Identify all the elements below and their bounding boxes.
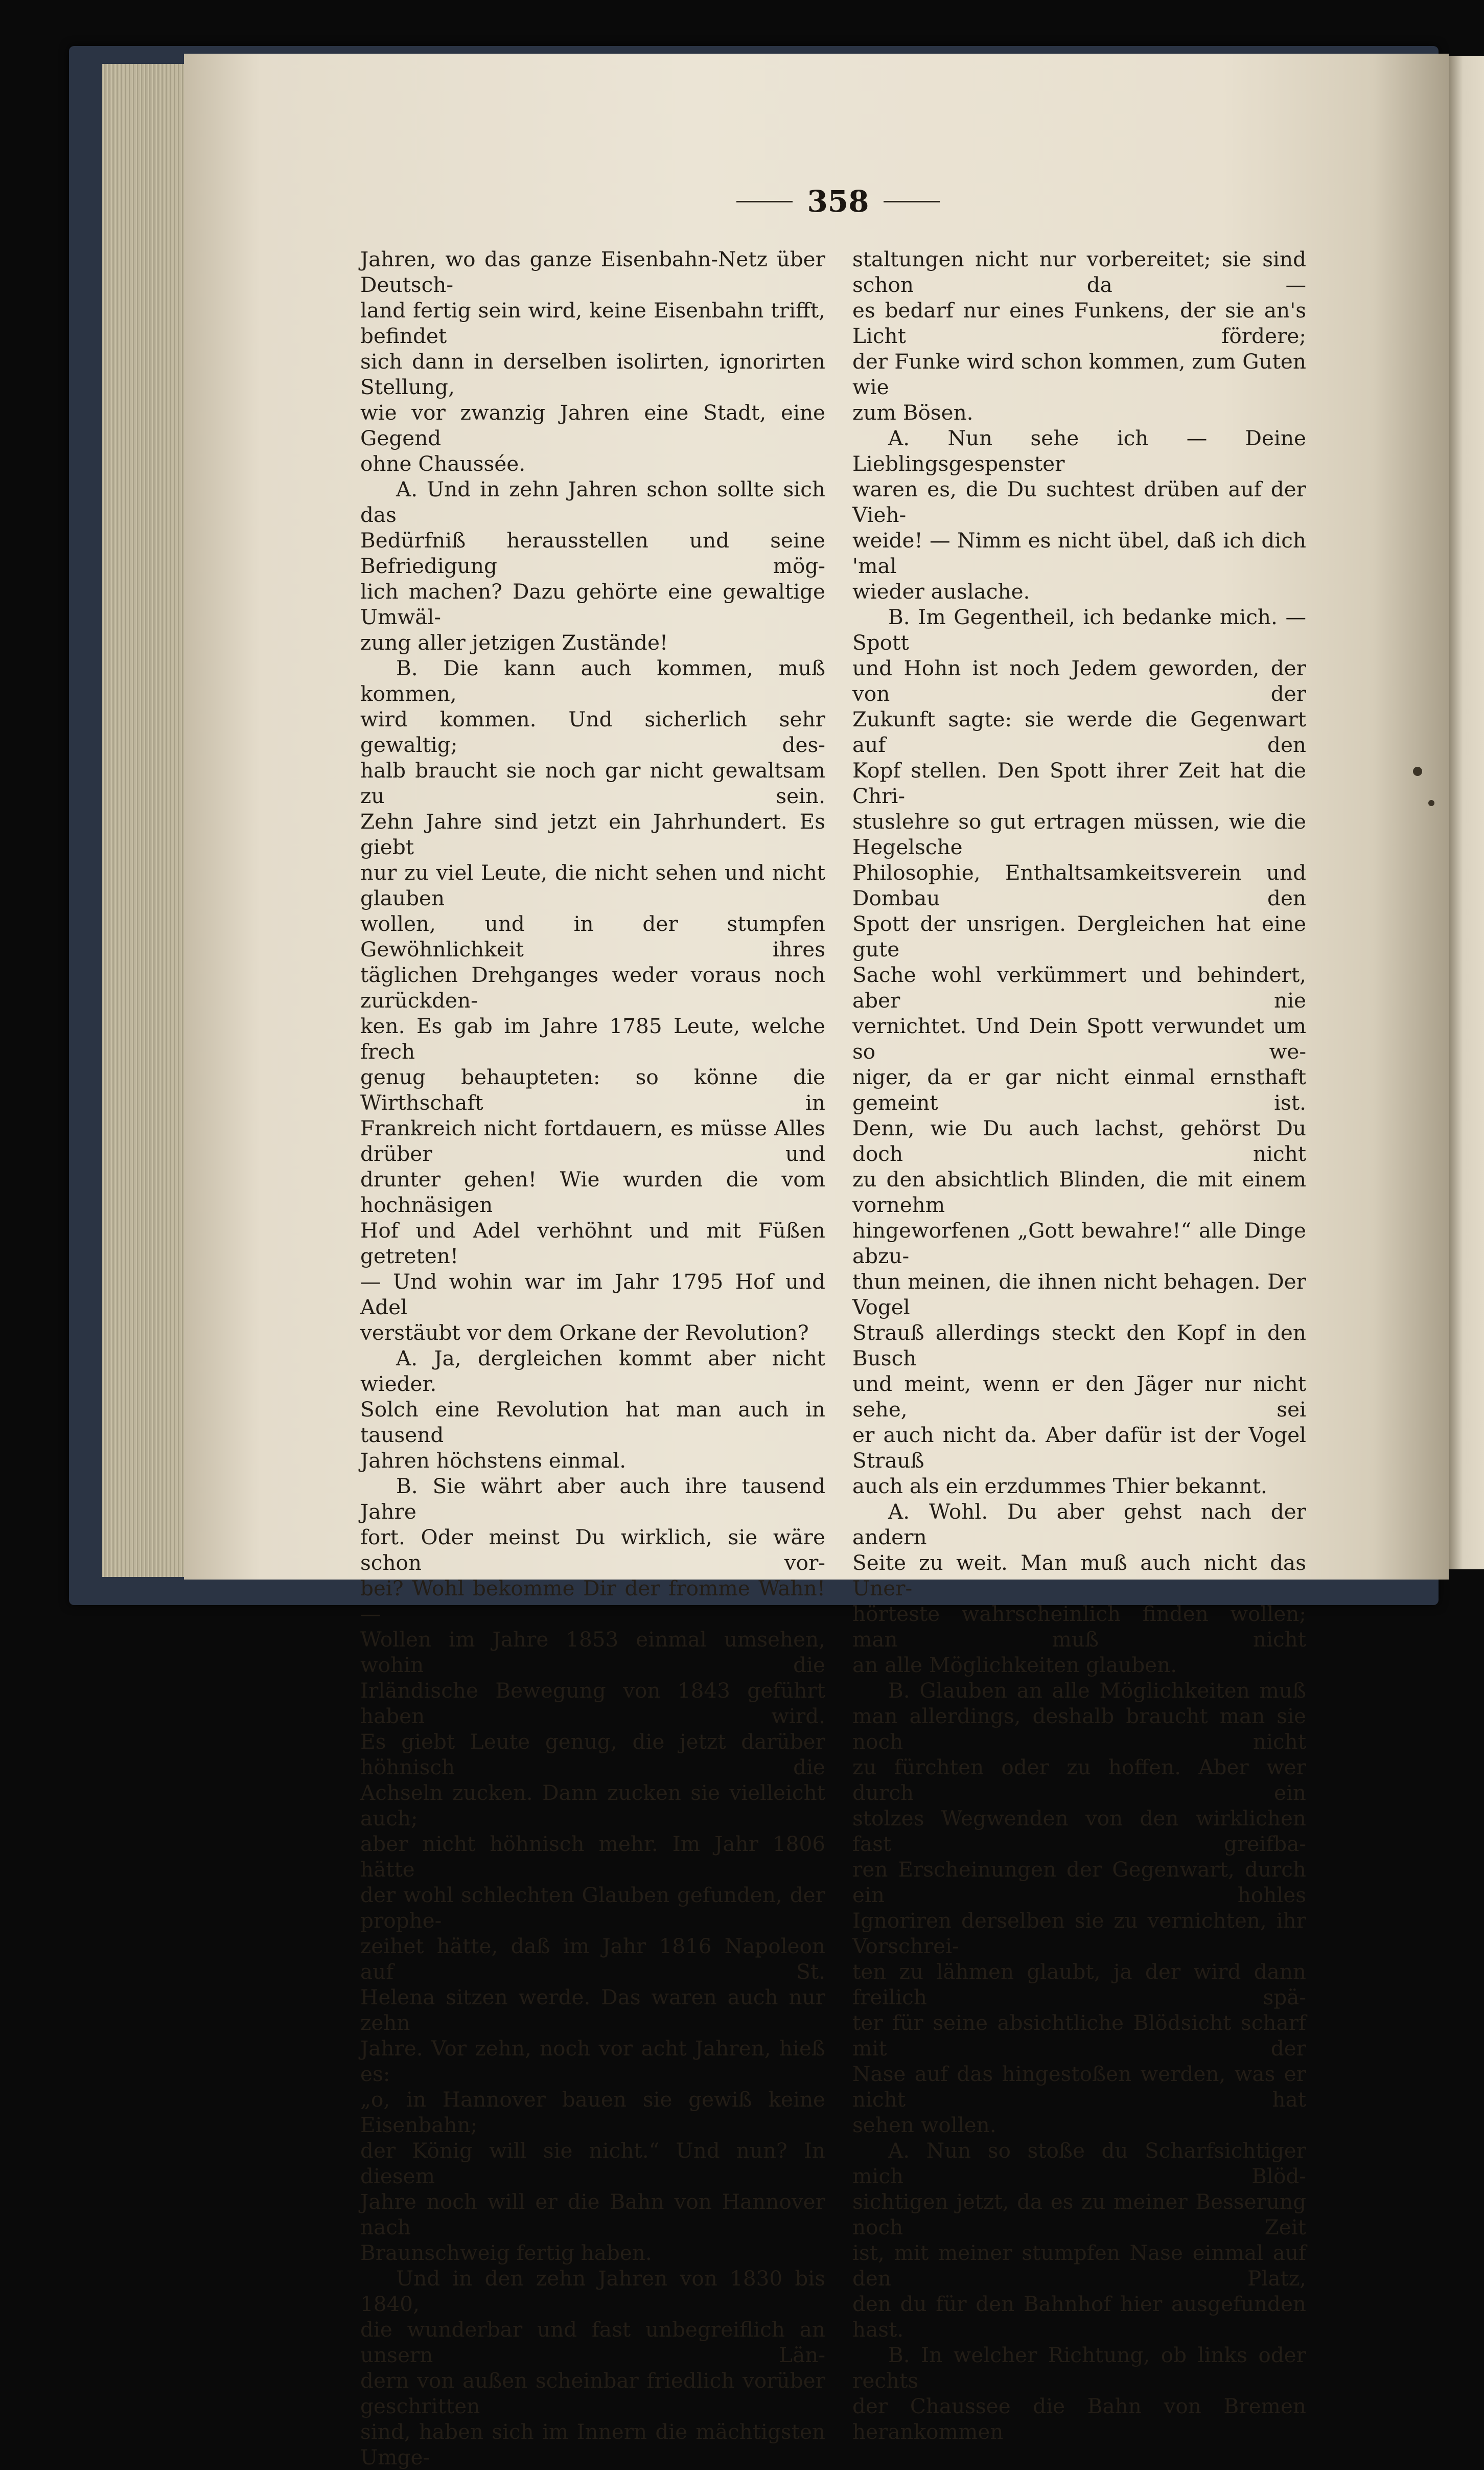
text-line: B. Die kann auch kommen, muß kommen, <box>360 656 825 706</box>
text-line: „o, in Hannover bauen sie gewiß keine Eisenbahn; <box>360 2087 825 2137</box>
text-line: ter für seine absichtliche Blödsicht scharf mit der <box>852 2010 1306 2061</box>
left-text-column <box>360 246 825 2470</box>
text-line: B. Im Gegentheil, ich bedanke mich. — Spott <box>852 605 1306 655</box>
text-line: der König will sie nicht.“ Und nun? In diesem <box>360 2138 825 2188</box>
text-line: A. Nun so stoße du Scharfsichtiger mich Blöd- <box>852 2138 1306 2188</box>
text-line: Wollen im Jahre 1853 einmal umsehen, wohin die <box>360 1627 825 1677</box>
text-line: Jahren, wo das ganze Eisenbahn-Netz über Deutsch- <box>360 247 825 297</box>
text-line: land fertig sein wird, keine Eisenbahn trifft, befindet <box>360 298 825 348</box>
text-line: Ignoriren derselben sie zu vernichten, ihr Vorschrei- <box>852 1908 1306 1958</box>
text-line: aber nicht höhnisch mehr. Im Jahr 1806 hätte <box>360 1832 825 1882</box>
text-line: hörteste wahrscheinlich finden wollen; man muß nicht <box>852 1602 1306 1652</box>
ink-spot <box>1428 800 1434 806</box>
text-line: waren es, die Du suchtest drüben auf der Vieh- <box>852 477 1306 527</box>
text-line: halb braucht sie noch gar nicht gewaltsam zu sein. <box>360 758 825 808</box>
text-line: Denn, wie Du auch lachst, gehörst Du doch nicht <box>852 1116 1306 1166</box>
text-line: bei? Wohl bekomme Dir der fromme Wahn! — <box>360 1576 825 1626</box>
text-line: Und in den zehn Jahren von 1830 bis 1840, <box>360 2266 825 2316</box>
text-line: Philosophie, Enthaltsamkeitsverein und Dombau den <box>852 860 1306 910</box>
text-line: verstäubt vor dem Orkane der Revolution? <box>360 1320 809 1345</box>
text-line: B. In welcher Richtung, ob links oder rechts <box>852 2343 1306 2393</box>
text-line: ren Erscheinungen der Gegenwart, durch ein hohles <box>852 1857 1306 1907</box>
text-line: und meint, wenn er den Jäger nur nicht sehe, sei <box>852 1371 1306 1422</box>
text-line: ten zu lähmen glaubt, ja der wird dann freilich spä- <box>852 1959 1306 2009</box>
text-line: Zehn Jahre sind jetzt ein Jahrhundert. Es giebt <box>360 809 825 859</box>
text-line: drunter gehen! Wie wurden die vom hochnäsigen <box>360 1167 825 1217</box>
text-line: der Funke wird schon kommen, zum Guten wie <box>852 349 1306 399</box>
text-line: Solch eine Revolution hat man auch in tausend <box>360 1397 825 1447</box>
text-line: Kopf stellen. Den Spott ihrer Zeit hat die Chri- <box>852 758 1306 808</box>
text-line: Hof und Adel verhöhnt und mit Füßen getreten! <box>360 1218 825 1268</box>
text-line: die wunderbar und fast unbegreiflich an unsern Län- <box>360 2317 825 2367</box>
text-line: den du für den Bahnhof hier ausgefunden hast. <box>852 2292 1306 2342</box>
text-line: — Und wohin war im Jahr 1795 Hof und Adel <box>360 1269 825 1319</box>
text-line: fort. Oder meinst Du wirklich, sie wäre schon vor- <box>360 1525 825 1575</box>
text-line: staltungen nicht nur vorbereitet; sie sind schon da — <box>852 247 1306 297</box>
text-line: stolzes Wegwenden von den wirklichen fast greifba- <box>852 1806 1306 1856</box>
text-line: vernichtet. Und Dein Spott verwundet um so we- <box>852 1014 1306 1064</box>
text-line: Spott der unsrigen. Dergleichen hat eine gute <box>852 911 1306 962</box>
text-line: Es giebt Leute genug, die jetzt darüber höhnisch die <box>360 1729 825 1779</box>
text-line: man allerdings, deshalb braucht man sie noch nicht <box>852 1704 1306 1754</box>
text-line: genug behaupteten: so könne die Wirthschaft in <box>360 1065 825 1115</box>
text-line: sich dann in derselben isolirten, ignorirten Stellung, <box>360 349 825 399</box>
text-line: sind, haben sich im Innern die mächtigsten Umge- <box>360 2419 825 2469</box>
text-line: es bedarf nur eines Funkens, der sie an's Licht fördere; <box>852 298 1306 348</box>
text-line: und Hohn ist noch Jedem geworden, der von der <box>852 656 1306 706</box>
facing-page-edge <box>1449 56 1484 1569</box>
text-line: an alle Möglichkeiten glauben. <box>852 1653 1177 1677</box>
text-line: B. Sie währt aber auch ihre tausend Jahre <box>360 1474 825 1524</box>
right-text-column <box>852 246 1306 2444</box>
text-line: ken. Es gab im Jahre 1785 Leute, welche frech <box>360 1014 825 1064</box>
text-line: lich machen? Dazu gehörte eine gewaltige Umwäl- <box>360 579 825 629</box>
text-line: wollen, und in der stumpfen Gewöhnlichkeit ihres <box>360 911 825 962</box>
page-header <box>710 184 966 225</box>
text-line: hingeworfenen „Gott bewahre!“ alle Dinge abzu- <box>852 1218 1306 1268</box>
text-line: Irländische Bewegung von 1843 geführt haben wird. <box>360 1678 825 1728</box>
text-line: zu den absichtlich Blinden, die mit einem vornehm <box>852 1167 1306 1217</box>
text-line: zung aller jetzigen Zustände! <box>360 630 668 655</box>
text-line: stuslehre so gut ertragen müssen, wie die Hegelsche <box>852 809 1306 859</box>
header-rule-left <box>736 201 793 202</box>
text-line: niger, da er gar nicht einmal ernsthaft gemeint ist. <box>852 1065 1306 1115</box>
text-line: Jahre noch will er die Bahn von Hannover nach <box>360 2189 825 2239</box>
text-line: Frankreich nicht fortdauern, es müsse Alles drüber und <box>360 1116 825 1166</box>
text-line: zum Bösen. <box>852 400 973 425</box>
page-number: 358 <box>807 184 869 219</box>
text-line: Bedürfniß herausstellen und seine Befriedigung mög- <box>360 528 825 578</box>
text-line: Sache wohl verkümmert und behindert, aber nie <box>852 963 1306 1013</box>
text-line: A. Und in zehn Jahren schon sollte sich das <box>360 477 825 527</box>
text-line: sichtigen jetzt, da es zu meiner Besserung noch Zeit <box>852 2189 1306 2239</box>
text-line: Nase auf das hingestoßen werden, was er nicht hat <box>852 2062 1306 2112</box>
text-line: Helena sitzen werde. Das waren auch nur zehn <box>360 1985 825 2035</box>
text-line: A. Wohl. Du aber gehst nach der andern <box>852 1499 1306 1549</box>
text-line: ohne Chaussée. <box>360 451 526 476</box>
text-line: Strauß allerdings steckt den Kopf in den Busch <box>852 1320 1306 1370</box>
text-line: Achseln zucken. Dann zucken sie vielleicht auch; <box>360 1780 825 1831</box>
text-line: ist, mit meiner stumpfen Nase einmal auf den Platz, <box>852 2240 1306 2291</box>
text-line: weide! — Nimm es nicht übel, daß ich dich 'mal <box>852 528 1306 578</box>
text-line: Braunschweig fertig haben. <box>360 2240 652 2265</box>
text-line: täglichen Drehganges weder voraus noch zurückden- <box>360 963 825 1013</box>
text-line: zeihet hätte, daß im Jahr 1816 Napoleon auf St. <box>360 1934 825 1984</box>
text-line: der Chaussee die Bahn von Bremen herankommen <box>852 2394 1306 2444</box>
text-line: A. Nun sehe ich — Deine Lieblingsgespenster <box>852 426 1306 476</box>
text-line: wieder auslache. <box>852 579 1030 604</box>
text-line: er auch nicht da. Aber dafür ist der Vogel Strauß <box>852 1423 1306 1473</box>
text-line: Jahren höchstens einmal. <box>360 1448 627 1473</box>
text-line: dern von außen scheinbar friedlich vorüber geschritten <box>360 2368 825 2418</box>
text-line: thun meinen, die ihnen nicht behagen. Der Vogel <box>852 1269 1306 1319</box>
text-line: Zukunft sagte: sie werde die Gegenwart auf den <box>852 707 1306 757</box>
text-line: Jahre. Vor zehn, noch vor acht Jahren, hieß es: <box>360 2036 825 2086</box>
text-line: zu fürchten oder zu hoffen. Aber wer durch ein <box>852 1755 1306 1805</box>
text-line: Seite zu weit. Man muß auch nicht das Uner- <box>852 1550 1306 1600</box>
text-line: sehen wollen. <box>852 2113 996 2137</box>
text-line: wird kommen. Und sicherlich sehr gewaltig; des- <box>360 707 825 757</box>
ink-spot <box>1413 767 1422 776</box>
text-line: A. Ja, dergleichen kommt aber nicht wieder. <box>360 1346 825 1396</box>
text-line: nur zu viel Leute, die nicht sehen und nicht glauben <box>360 860 825 910</box>
text-line: B. Glauben an alle Möglichkeiten muß <box>888 1678 1306 1703</box>
text-line: der wohl schlechten Glauben gefunden, der prophe- <box>360 1883 825 1933</box>
text-line: auch als ein erzdummes Thier bekannt. <box>852 1474 1267 1498</box>
header-rule-right <box>884 201 940 202</box>
text-line: wie vor zwanzig Jahren eine Stadt, eine Gegend <box>360 400 825 450</box>
